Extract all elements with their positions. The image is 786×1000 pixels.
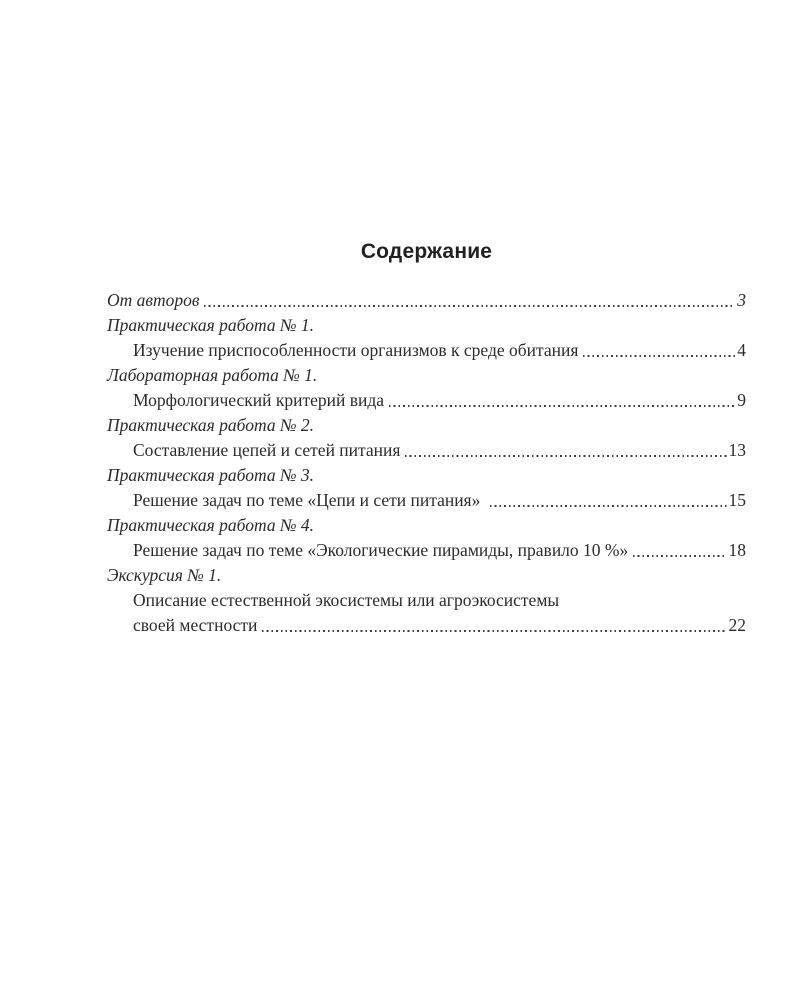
- toc-line-text: От авторов: [107, 290, 200, 310]
- toc-page-number: 3: [737, 290, 746, 310]
- toc-line-text: Решение задач по теме «Цепи и сети питания»: [133, 490, 485, 510]
- toc-line: [107, 288, 746, 313]
- toc-line-text: Описание естественной экосистемы или агроэкосистемы: [133, 590, 560, 610]
- toc-page-number: 9: [737, 390, 746, 410]
- dotted-leader: [262, 630, 726, 632]
- toc-line: [107, 388, 746, 413]
- toc-heading: Лабораторная работа № 1.: [107, 365, 318, 385]
- toc-page-number: 4: [737, 340, 746, 360]
- toc-entry: [107, 313, 746, 363]
- toc-page-number: 15: [728, 490, 746, 510]
- dotted-leader: [583, 355, 735, 357]
- dotted-leader: [633, 555, 726, 557]
- toc-line-text: Решение задач по теме «Экологические пирамиды, правило 10 %»: [133, 540, 629, 560]
- toc-line: [107, 488, 746, 513]
- toc-line: [107, 588, 746, 613]
- toc-entry: [107, 563, 746, 638]
- dotted-leader: [490, 505, 727, 507]
- toc-page-number: 13: [728, 440, 746, 460]
- toc-line: [107, 538, 746, 563]
- toc-line-text: Изучение приспособленности организмов к среде обитания: [133, 340, 579, 360]
- toc-heading: Экскурсия № 1.: [107, 565, 222, 585]
- dotted-leader: [405, 455, 726, 457]
- toc-entry: [107, 363, 746, 413]
- dotted-leader: [204, 305, 735, 307]
- table-of-contents: [107, 241, 746, 638]
- toc-entry: [107, 463, 746, 513]
- toc-line: [107, 613, 746, 638]
- toc-line: [107, 338, 746, 363]
- page-title: Содержание: [360, 240, 493, 263]
- toc-page-number: 22: [728, 615, 746, 635]
- toc-line-text: Составление цепей и сетей питания: [133, 440, 401, 460]
- toc-entry: [107, 288, 746, 313]
- toc-heading: Практическая работа № 2.: [107, 415, 314, 435]
- toc-entry: [107, 513, 746, 563]
- toc-heading: Практическая работа № 1.: [107, 315, 314, 335]
- toc-line-text: своей местности: [133, 615, 258, 635]
- toc-entry: [107, 413, 746, 463]
- toc-heading: Практическая работа № 4.: [107, 515, 314, 535]
- toc-list: [107, 288, 746, 638]
- dotted-leader: [389, 405, 735, 407]
- toc-line-text: Морфологический критерий вида: [133, 390, 385, 410]
- toc-page-number: 18: [728, 540, 746, 560]
- toc-line: [107, 438, 746, 463]
- toc-heading: Практическая работа № 3.: [107, 465, 314, 485]
